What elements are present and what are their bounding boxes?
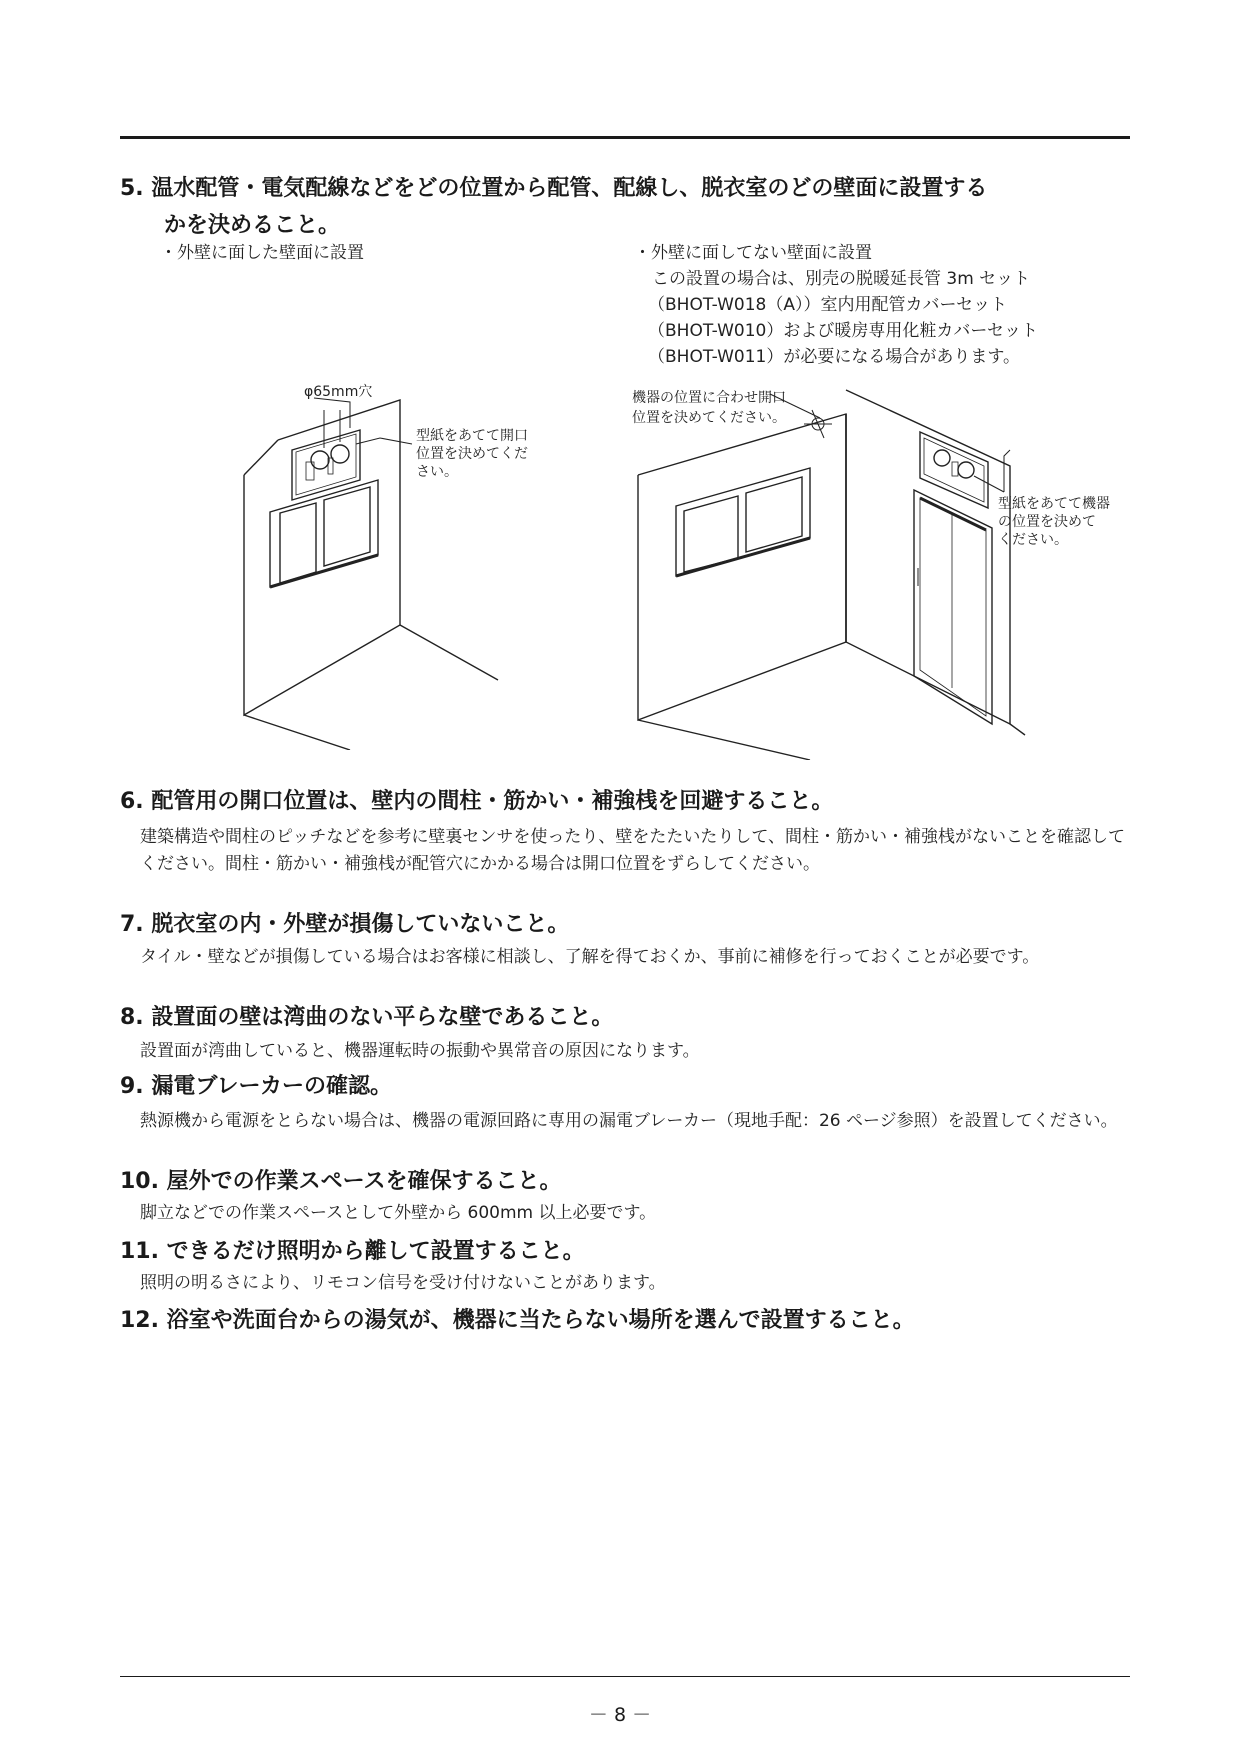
section-9-title: 9. 漏電ブレーカーの確認。 — [120, 1074, 393, 1099]
left-caption: ・外壁に面した壁面に設置 — [160, 243, 364, 263]
section-7-body: タイル・壁などが損傷している場合はお客様に相談し、了解を得ておくか、事前に補修を行っておくことが必要です。 — [140, 947, 1040, 967]
section-9-body: 熱源機から電源をとらない場合は、機器の電源回路に専用の漏電ブレーカー（現地手配：26 ページ参照）を設置してください。 — [140, 1111, 1118, 1131]
section-6-body: 建築構造や間柱のピッチなどを参考に壁裏センサを使ったり、壁をたたいたりして、間柱・筋かい・補強桟がないことを確認してください。間柱・筋かい・補強桟が配管穴にかかる場合は開口位置をずらしてください。 — [140, 827, 1125, 874]
section-10-body: 脚立などでの作業スペースとして外壁から 600mm 以上必要です。 — [140, 1203, 657, 1223]
page-number: － 8 － — [588, 1704, 652, 1726]
hole-label: φ65mm穴 — [304, 384, 373, 400]
right-note-1: この設置の場合は、別売の脱暖延長管 3m セット — [652, 269, 1031, 289]
section-8-body: 設置面が湾曲していると、機器運転時の振動や異常音の原因になります。 — [140, 1041, 700, 1061]
section-12-title: 12. 浴室や洗面台からの湯気が、機器に当たらない場所を選んで設置すること。 — [120, 1308, 915, 1333]
position-note-1: 機器の位置に合わせ開口 — [632, 390, 786, 406]
template-note-2: の位置を決めて — [998, 514, 1096, 530]
figure-exterior-wall — [230, 380, 560, 750]
top-rule — [120, 136, 1130, 139]
section-5-title-cont: かを決めること。 — [164, 213, 341, 238]
section-5-title: 5. 温水配管・電気配線などをどの位置から配管、配線し、脱衣室のどの壁面に設置する — [120, 176, 988, 201]
figure-interior-wall — [630, 380, 1130, 760]
right-note-2: （BHOT-W018（A））室内用配管カバーセット — [648, 295, 1008, 315]
section-7-title: 7. 脱衣室の内・外壁が損傷していないこと。 — [120, 912, 570, 937]
template-note-1: 型紙をあてて機器 — [998, 496, 1110, 512]
template-note-3: ください。 — [998, 532, 1068, 548]
position-note-2: 位置を決めてください。 — [632, 410, 786, 426]
right-note-4: （BHOT-W011）が必要になる場合があります。 — [648, 347, 1020, 367]
section-11-title: 11. できるだけ照明から離して設置すること。 — [120, 1239, 585, 1264]
template-note-3: さい。 — [416, 464, 458, 480]
bottom-rule — [120, 1676, 1130, 1677]
section-10-title: 10. 屋外での作業スペースを確保すること。 — [120, 1169, 562, 1194]
right-note-3: （BHOT-W010）および暖房専用化粧カバーセット — [648, 321, 1039, 341]
section-8-title: 8. 設置面の壁は湾曲のない平らな壁であること。 — [120, 1005, 614, 1030]
right-caption: ・外壁に面してない壁面に設置 — [634, 243, 872, 263]
template-note-1: 型紙をあてて開口 — [416, 428, 528, 444]
template-note-2: 位置を決めてくだ — [416, 446, 528, 462]
section-11-body: 照明の明るさにより、リモコン信号を受け付けないことがあります。 — [140, 1273, 666, 1293]
section-6-title: 6. 配管用の開口位置は、壁内の間柱・筋かい・補強桟を回避すること。 — [120, 789, 834, 814]
